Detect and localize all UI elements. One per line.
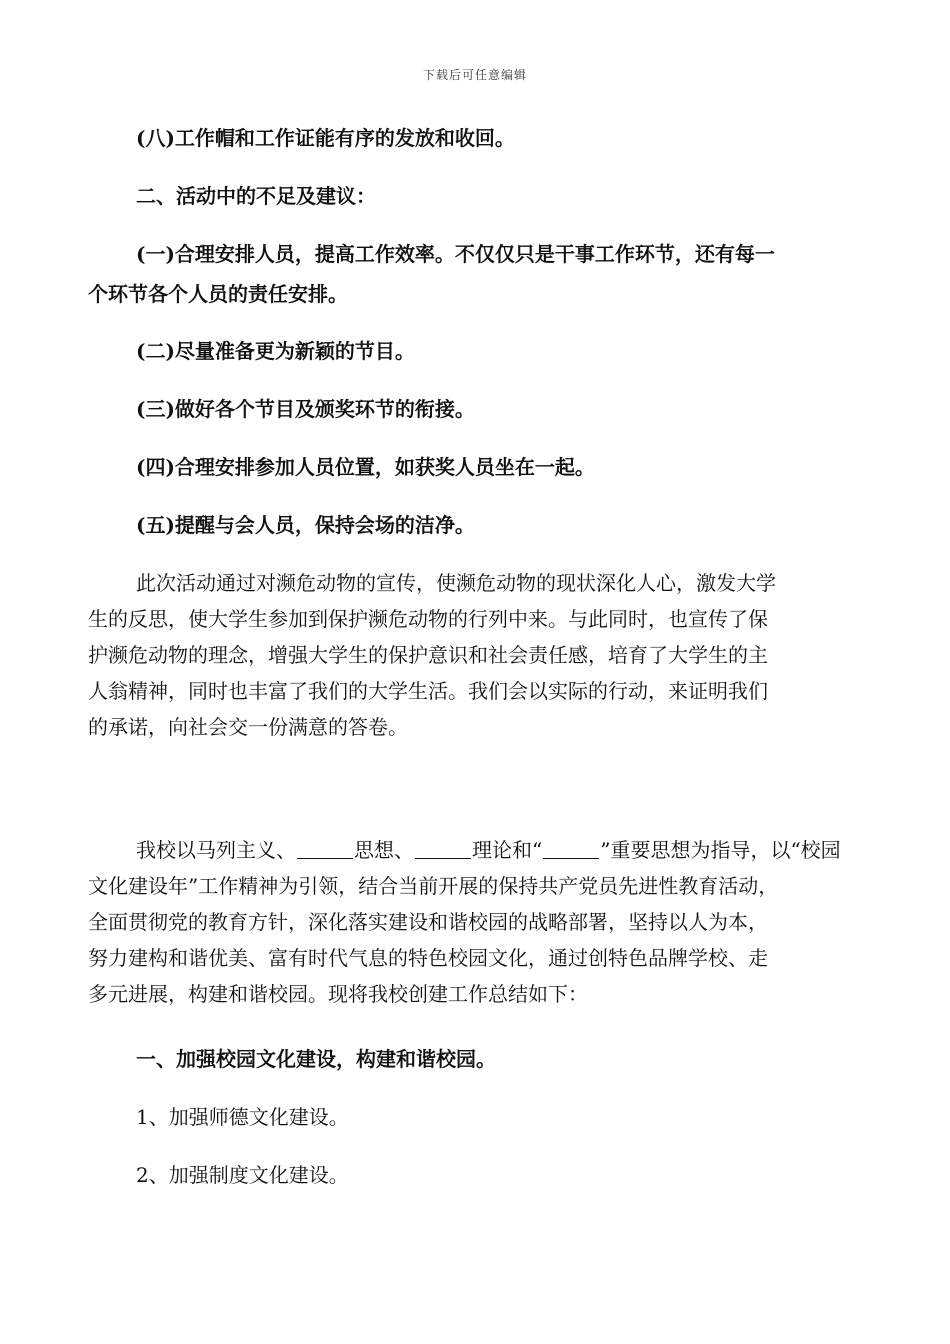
intro-paragraph-line-5: 多元进展，构建和谐校园。现将我校创建工作总结如下： — [88, 982, 588, 1006]
summary-paragraph-line-5: 的承诺，向社会交一份满意的答卷。 — [88, 715, 408, 739]
intro-text-part-1: 我校以马列主义、 — [136, 838, 296, 862]
intro-paragraph-line-1 — [136, 835, 916, 865]
item-eight: (八)工作帽和工作证能有序的发放和收回。 — [136, 126, 515, 150]
summary-paragraph-line-1: 此次活动通过对濒危动物的宣传，使濒危动物的现状深化人心，激发大学 — [136, 571, 776, 595]
section-heading-2: 二、活动中的不足及建议： — [136, 184, 376, 208]
suggestion-1-line-1: (一)合理安排人员，提高工作效率。不仅仅只是干事工作环节，还有每一 — [136, 242, 775, 266]
intro-paragraph-line-4: 努力建构和谐优美、富有时代气息的特色校园文化，通过创特色品牌学校、走 — [88, 946, 768, 970]
suggestion-4: (四)合理安排参加人员位置，如获奖人员坐在一起。 — [136, 455, 595, 479]
list-item-1: 1、加强师德文化建设。 — [136, 1105, 349, 1129]
summary-paragraph-line-3: 护濒危动物的理念，增强大学生的保护意识和社会责任感，培育了大学生的主 — [88, 643, 768, 667]
intro-text-part-2: 思想、 — [354, 838, 414, 862]
blank-underline — [297, 838, 353, 859]
intro-text-part-4: ”重要思想为指导，以“校园 — [600, 838, 841, 862]
blank-underline — [543, 838, 599, 859]
summary-paragraph-line-2: 生的反思，使大学生参加到保护濒危动物的行列中来。与此同时，也宣传了保 — [88, 607, 768, 631]
list-item-2: 2、加强制度文化建设。 — [136, 1163, 349, 1187]
suggestion-5: (五)提醒与会人员，保持会场的洁净。 — [136, 513, 475, 537]
suggestion-2: (二)尽量准备更为新颖的节目。 — [136, 339, 415, 363]
suggestion-1-line-2: 个环节各个人员的责任安排。 — [88, 282, 348, 306]
blank-underline — [415, 838, 471, 859]
header-note: 下载后可任意编辑 — [422, 68, 527, 82]
intro-text-part-3: 理论和“ — [472, 838, 543, 862]
suggestion-3: (三)做好各个节目及颁奖环节的衔接。 — [136, 397, 475, 421]
summary-paragraph-line-4: 人翁精神，同时也丰富了我们的大学生活。我们会以实际的行动，来证明我们 — [88, 679, 768, 703]
intro-paragraph-line-2: 文化建设年”工作精神为引领，结合当前开展的保持共产党员先进性教育活动， — [88, 874, 779, 898]
section-heading-campus-culture: 一、加强校园文化建设，构建和谐校园。 — [136, 1047, 496, 1071]
intro-paragraph-line-3: 全面贯彻党的教育方针，深化落实建设和谐校园的战略部署，坚持以人为本， — [88, 910, 768, 934]
